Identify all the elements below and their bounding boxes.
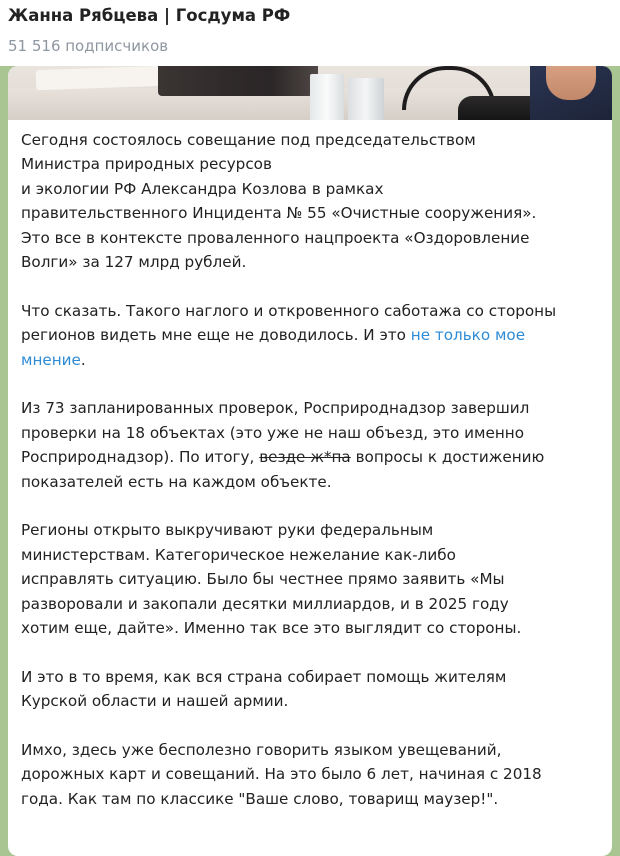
text-line: Министра природных ресурсов [21,155,272,174]
paragraph [21,665,606,714]
channel-header[interactable] [0,0,620,66]
photo-cup [348,78,384,120]
opinion-link-continuation[interactable]: мнение [21,350,81,369]
text-line: показателей есть на каждом объекте. [21,472,332,491]
paragraph [21,518,606,640]
text-span: вопросы к достижению [350,448,545,467]
text-span: регионов видеть мне еще не доводилось. И это [21,326,411,345]
strikethrough-text: везде ж*па [259,448,351,467]
text-line: Из 73 запланированных проверок, Росприроднадзор завершил [21,399,530,418]
text-line: Что сказать. Такого наглого и откровенного саботажа со стороны [21,301,557,320]
text-line [21,348,606,372]
text-line: Курской области и нашей армии. [21,692,289,711]
channel-name[interactable]: Жанна Рябцева | Госдума РФ [8,6,291,25]
text-line: министерствам. Категорическое нежелание как-либо [21,545,456,564]
text-line: Волги» за 127 млрд рублей. [21,253,247,272]
text-line: Имхо, здесь уже бесполезно говорить языком увещеваний, [21,741,502,760]
text-span: . [80,350,86,369]
photo-paper [36,66,165,90]
text-line: года. Как там по классике "Ваше слово, товарищ маузер!". [21,789,499,808]
text-line: проверки на 18 объектах (это уже не наш объезд, это именно [21,423,524,442]
paragraph [21,128,606,274]
opinion-link[interactable]: не только мое [410,326,526,345]
photo-cup [310,74,344,120]
post-bubble [8,66,612,856]
paragraph [21,299,606,372]
text-line: правительственного Инцидента № 55 «Очистные сооружения». [21,204,537,223]
text-line [21,323,606,347]
text-line: и экологии РФ Александра Козлова в рамках [21,179,384,198]
text-line: дорожных карт и совещаний. На это было 6 лет, начиная с 2018 [21,765,542,784]
subscriber-count: 51 516 подписчиков [8,37,169,55]
text-span: Росприроднадзор). По итогу, [21,448,260,467]
text-line: хотим еще, дайте». Именно так все это выглядит со стороны. [21,619,522,638]
paragraph [21,396,606,494]
paragraph [21,738,606,811]
photo-dark-object [158,66,318,96]
text-line: Это все в контексте проваленного нацпроекта «Оздоровление [21,228,530,247]
text-line: разворовали и закопали десятки миллиардов, и в 2025 году [21,594,509,613]
text-line: исправлять ситуацию. Было бы честнее прямо заявить «Мы [21,570,505,589]
post-photo[interactable] [8,66,612,120]
text-line: И это в то время, как вся страна собирает помощь жителям [21,667,507,686]
text-line: Сегодня состоялось совещание под председательством [21,131,476,149]
text-line: Регионы открыто выкручивают руки федеральным [21,521,434,540]
text-line [21,445,606,469]
post-text [21,128,606,836]
